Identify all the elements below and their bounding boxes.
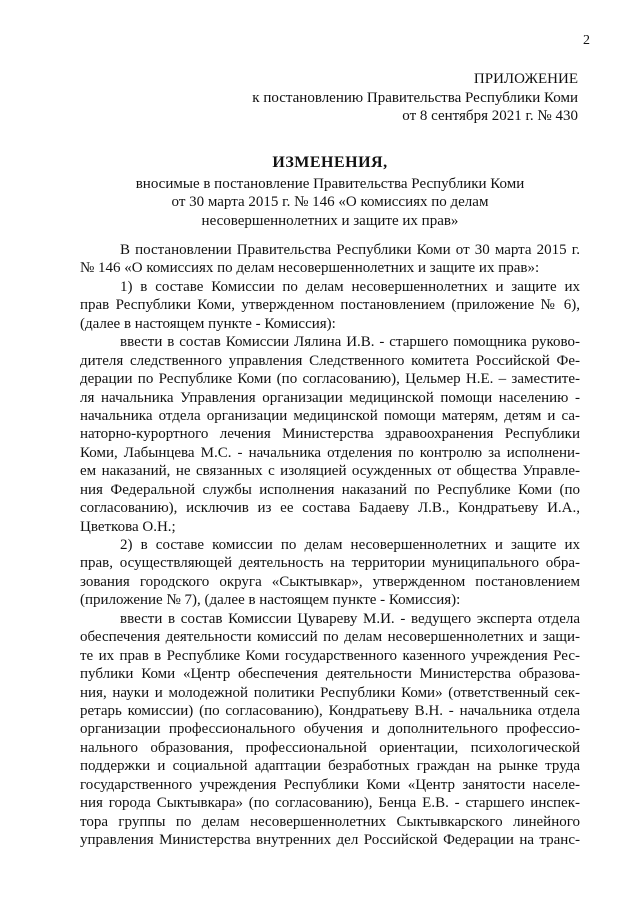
document-body [80, 241, 580, 849]
appendix-label: ПРИЛОЖЕНИЕ [473, 71, 578, 87]
document-subtitle-line-3: несовершеннолетних и защите их прав» [201, 212, 459, 229]
body-line: 1) в составе Комиссии по делам несовершеннолетних и защите их [120, 278, 580, 295]
body-line: зования городского округа «Сыктывкар», утвержденном постановлением [80, 573, 580, 590]
document-subtitle-line-1: вносимые в постановление Правительства Республики Коми [135, 175, 525, 192]
body-line: ввести в состав Комиссии Цувареву М.И. - ведущего эксперта отдела [120, 610, 580, 627]
body-line: нального образования, профессиональной ориентации, психологической [80, 739, 580, 756]
document-title: ИЗМЕНЕНИЯ, [272, 154, 388, 171]
body-line: публики Коми «Центр обеспечения деятельности Министерства образова- [80, 666, 580, 683]
document-subtitle-line-2: от 30 марта 2015 г. № 146 «О комиссиях по делам [171, 194, 489, 210]
body-line: согласованию), исключив из ее состава Бадаеву Л.В., Кондратьеву И.А., [80, 500, 580, 517]
body-line: дителя следственного управления Следственного комитета Российской Фе- [80, 352, 580, 369]
body-line: Цветкова О.Н.; [80, 518, 176, 535]
page-number: 2 [583, 33, 590, 48]
body-line: № 146 «О комиссиях по делам несовершеннолетних и защите их прав»: [80, 260, 540, 277]
body-line: 2) в составе комиссии по делам несовершеннолетних и защите их [120, 537, 580, 553]
body-line: поддержки и социальной адаптации безработных граждан на рынке труда [80, 758, 580, 775]
document-title-block [80, 154, 580, 230]
body-line: обеспечения деятельности комиссий по делам несовершеннолетних и защи- [80, 629, 580, 646]
body-line: организации профессионального обучения и дополнительного профессио- [80, 721, 580, 738]
body-line: В постановлении Правительства Республики Коми от 30 марта 2015 г. [120, 242, 580, 258]
body-line: ния, науки и молодежной политики Республики Коми» (ответственный сек- [80, 684, 580, 701]
appendix-date: от 8 сентября 2021 г. № 430 [402, 108, 578, 124]
body-line: наторно-курортного лечения Министерства здравоохранения Республики [80, 426, 580, 443]
body-line: тора группы по делам несовершеннолетних Сыктывкарского линейного [80, 813, 580, 830]
body-line: государственного учреждения Республики Коми «Центр занятости населе- [80, 776, 580, 793]
body-line: ем наказаний, не связанных с изоляцией осужденных от общества Управле- [80, 463, 580, 480]
body-line: дерации по Республике Коми (по согласованию), Цельмер Н.Е. – заместите- [80, 371, 580, 388]
body-line: ретарь комиссии) (по согласованию), Кондратьеву В.Н. - начальника отдела [80, 702, 580, 719]
body-line: ввести в состав Комиссии Лялина И.В. - старшего помощника руково- [120, 334, 580, 351]
body-line: ния Федеральной службы исполнения наказаний по Республике Коми (по [80, 481, 580, 498]
body-line: (приложение № 7), (далее в настоящем пункте - Комиссия): [80, 592, 461, 609]
appendix-resolution: к постановлению Правительства Республики Коми [252, 89, 578, 106]
body-line: Коми, Лабынцева М.С. - начальника отделения по контролю за исполнени- [80, 444, 580, 461]
appendix-header [200, 70, 578, 126]
body-line: ля начальника Управления организации медицинской помощи населению - [80, 389, 580, 406]
body-line: прав, осуществляющей деятельность на территории муниципального обра- [80, 555, 580, 572]
body-line: ния города Сыктывкара» (по согласованию), Бенца Е.В. - старшего инспек- [80, 795, 580, 812]
body-line: прав Республики Коми, утвержденном постановлением (приложение № 6), [80, 297, 580, 314]
body-line: те их прав в Республике Коми государственного казенного учреждения Рес- [80, 647, 580, 664]
body-line: (далее в настоящем пункте - Комиссия): [80, 315, 336, 332]
body-line: управления Министерства внутренних дел Российской Федерации на транс- [80, 832, 580, 848]
body-line: начальника отдела организации медицинской помощи матерям, детям и са- [80, 407, 580, 424]
